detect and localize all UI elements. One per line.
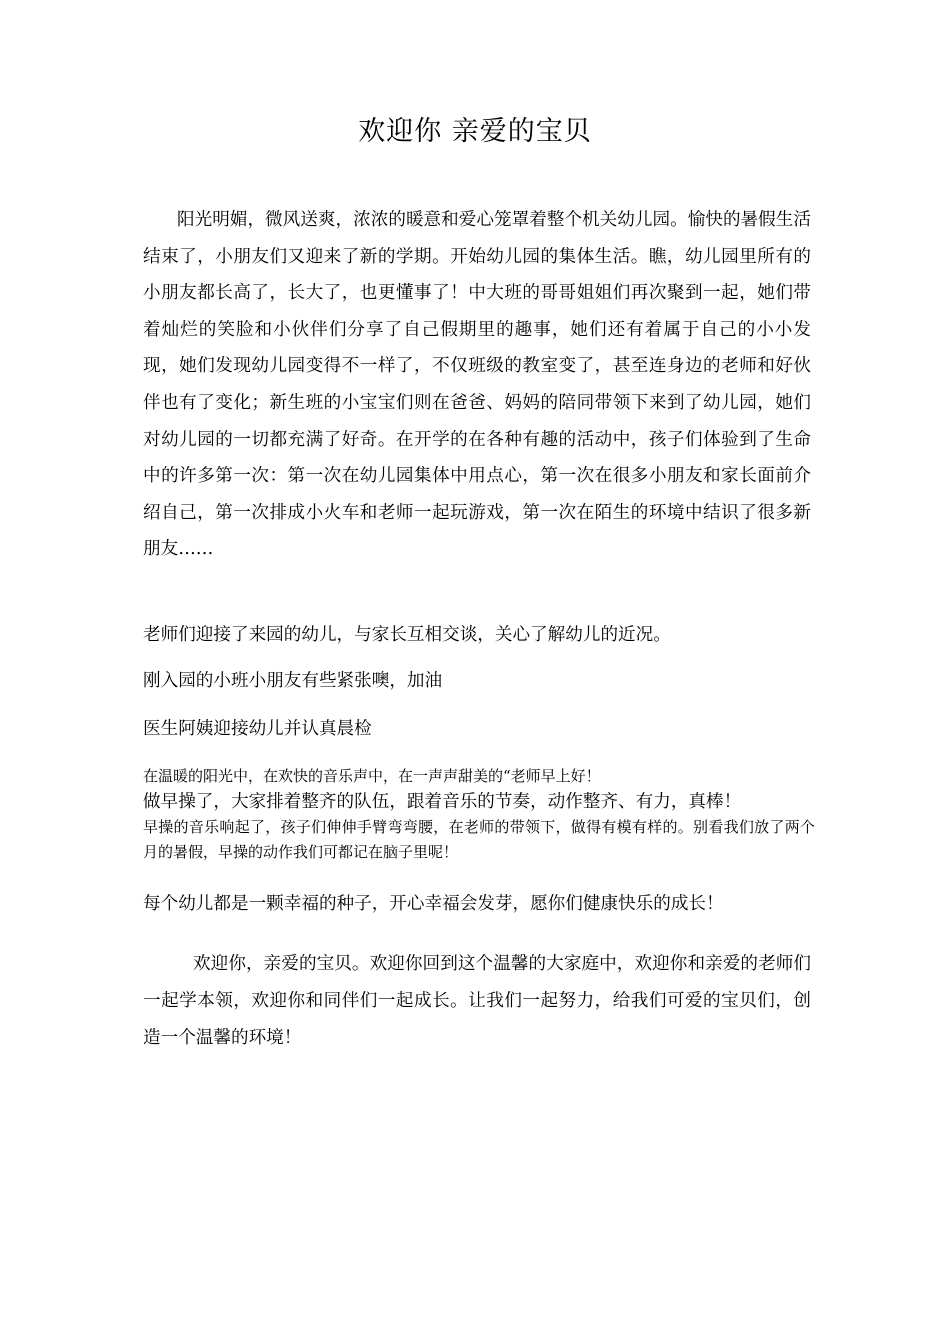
morning-exercise-line-2: 做早操了，大家排着整齐的队伍，跟着音乐的节奏，动作整齐、有力，真棒！ [143, 792, 742, 812]
closing-paragraph: 欢迎你，亲爱的宝贝。欢迎你回到这个温馨的大家庭中，欢迎你和亲爱的老师们一起学本领，欢迎你和同伴们一起成长。让我们一起努力，给我们可爱的宝贝们，创造一个温馨的环境！ [143, 954, 811, 1048]
caption-teachers-greeting: 老师们迎接了来园的幼儿，与家长互相交谈，关心了解幼儿的近况。 [143, 625, 671, 645]
caption-morning-check: 医生阿姨迎接幼儿并认真晨检 [143, 719, 372, 739]
caption-small-class: 刚入园的小班小朋友有些紧张噢，加油 [143, 671, 443, 691]
wish-line: 每个幼儿都是一颗幸福的种子，开心幸福会发芽，愿你们健康快乐的成长！ [143, 894, 724, 914]
morning-exercise-line-3: 早操的音乐响起了，孩子们伸伸手臂弯弯腰，在老师的带领下，做得有模有样的。别看我们放了两个月的暑假，早操的动作我们可都记在脑子里呢！ [143, 818, 815, 861]
morning-exercise-line-1: 在温暖的阳光中，在欢快的音乐声中，在一声声甜美的“老师早上好！ [143, 767, 601, 785]
document-title: 欢迎你 亲爱的宝贝 [358, 116, 592, 147]
intro-paragraph: 阳光明媚，微风送爽，浓浓的暖意和爱心笼罩着整个机关幼儿园。愉快的暑假生活结束了，小朋友们又迎来了新的学期。开始幼儿园的集体生活。瞧，幼儿园里所有的小朋友都长高了，长大了，也更懂事了！中大班的哥哥姐姐们再次聚到一起，她们带着灿烂的笑脸和小伙伴们分享了自己假期里的趣事，她们还有着属于自己的小小发现，她们发现幼儿园变得不一样了，不仅班级的教室变了，甚至连身边的老师和好伙伴也有了变化；新生班的小宝宝们则在爸爸、妈妈的陪同带领下来到了幼儿园，她们对幼儿园的一切都充满了好奇。在开学的在各种有趣的活动中，孩子们体验到了生命中的许多第一次：第一次在幼儿园集体中用点心，第一次在很多小朋友和家长面前介绍自己，第一次排成小火车和老师一起玩游戏，第一次在陌生的环境中结识了很多新朋友…… [143, 210, 811, 560]
